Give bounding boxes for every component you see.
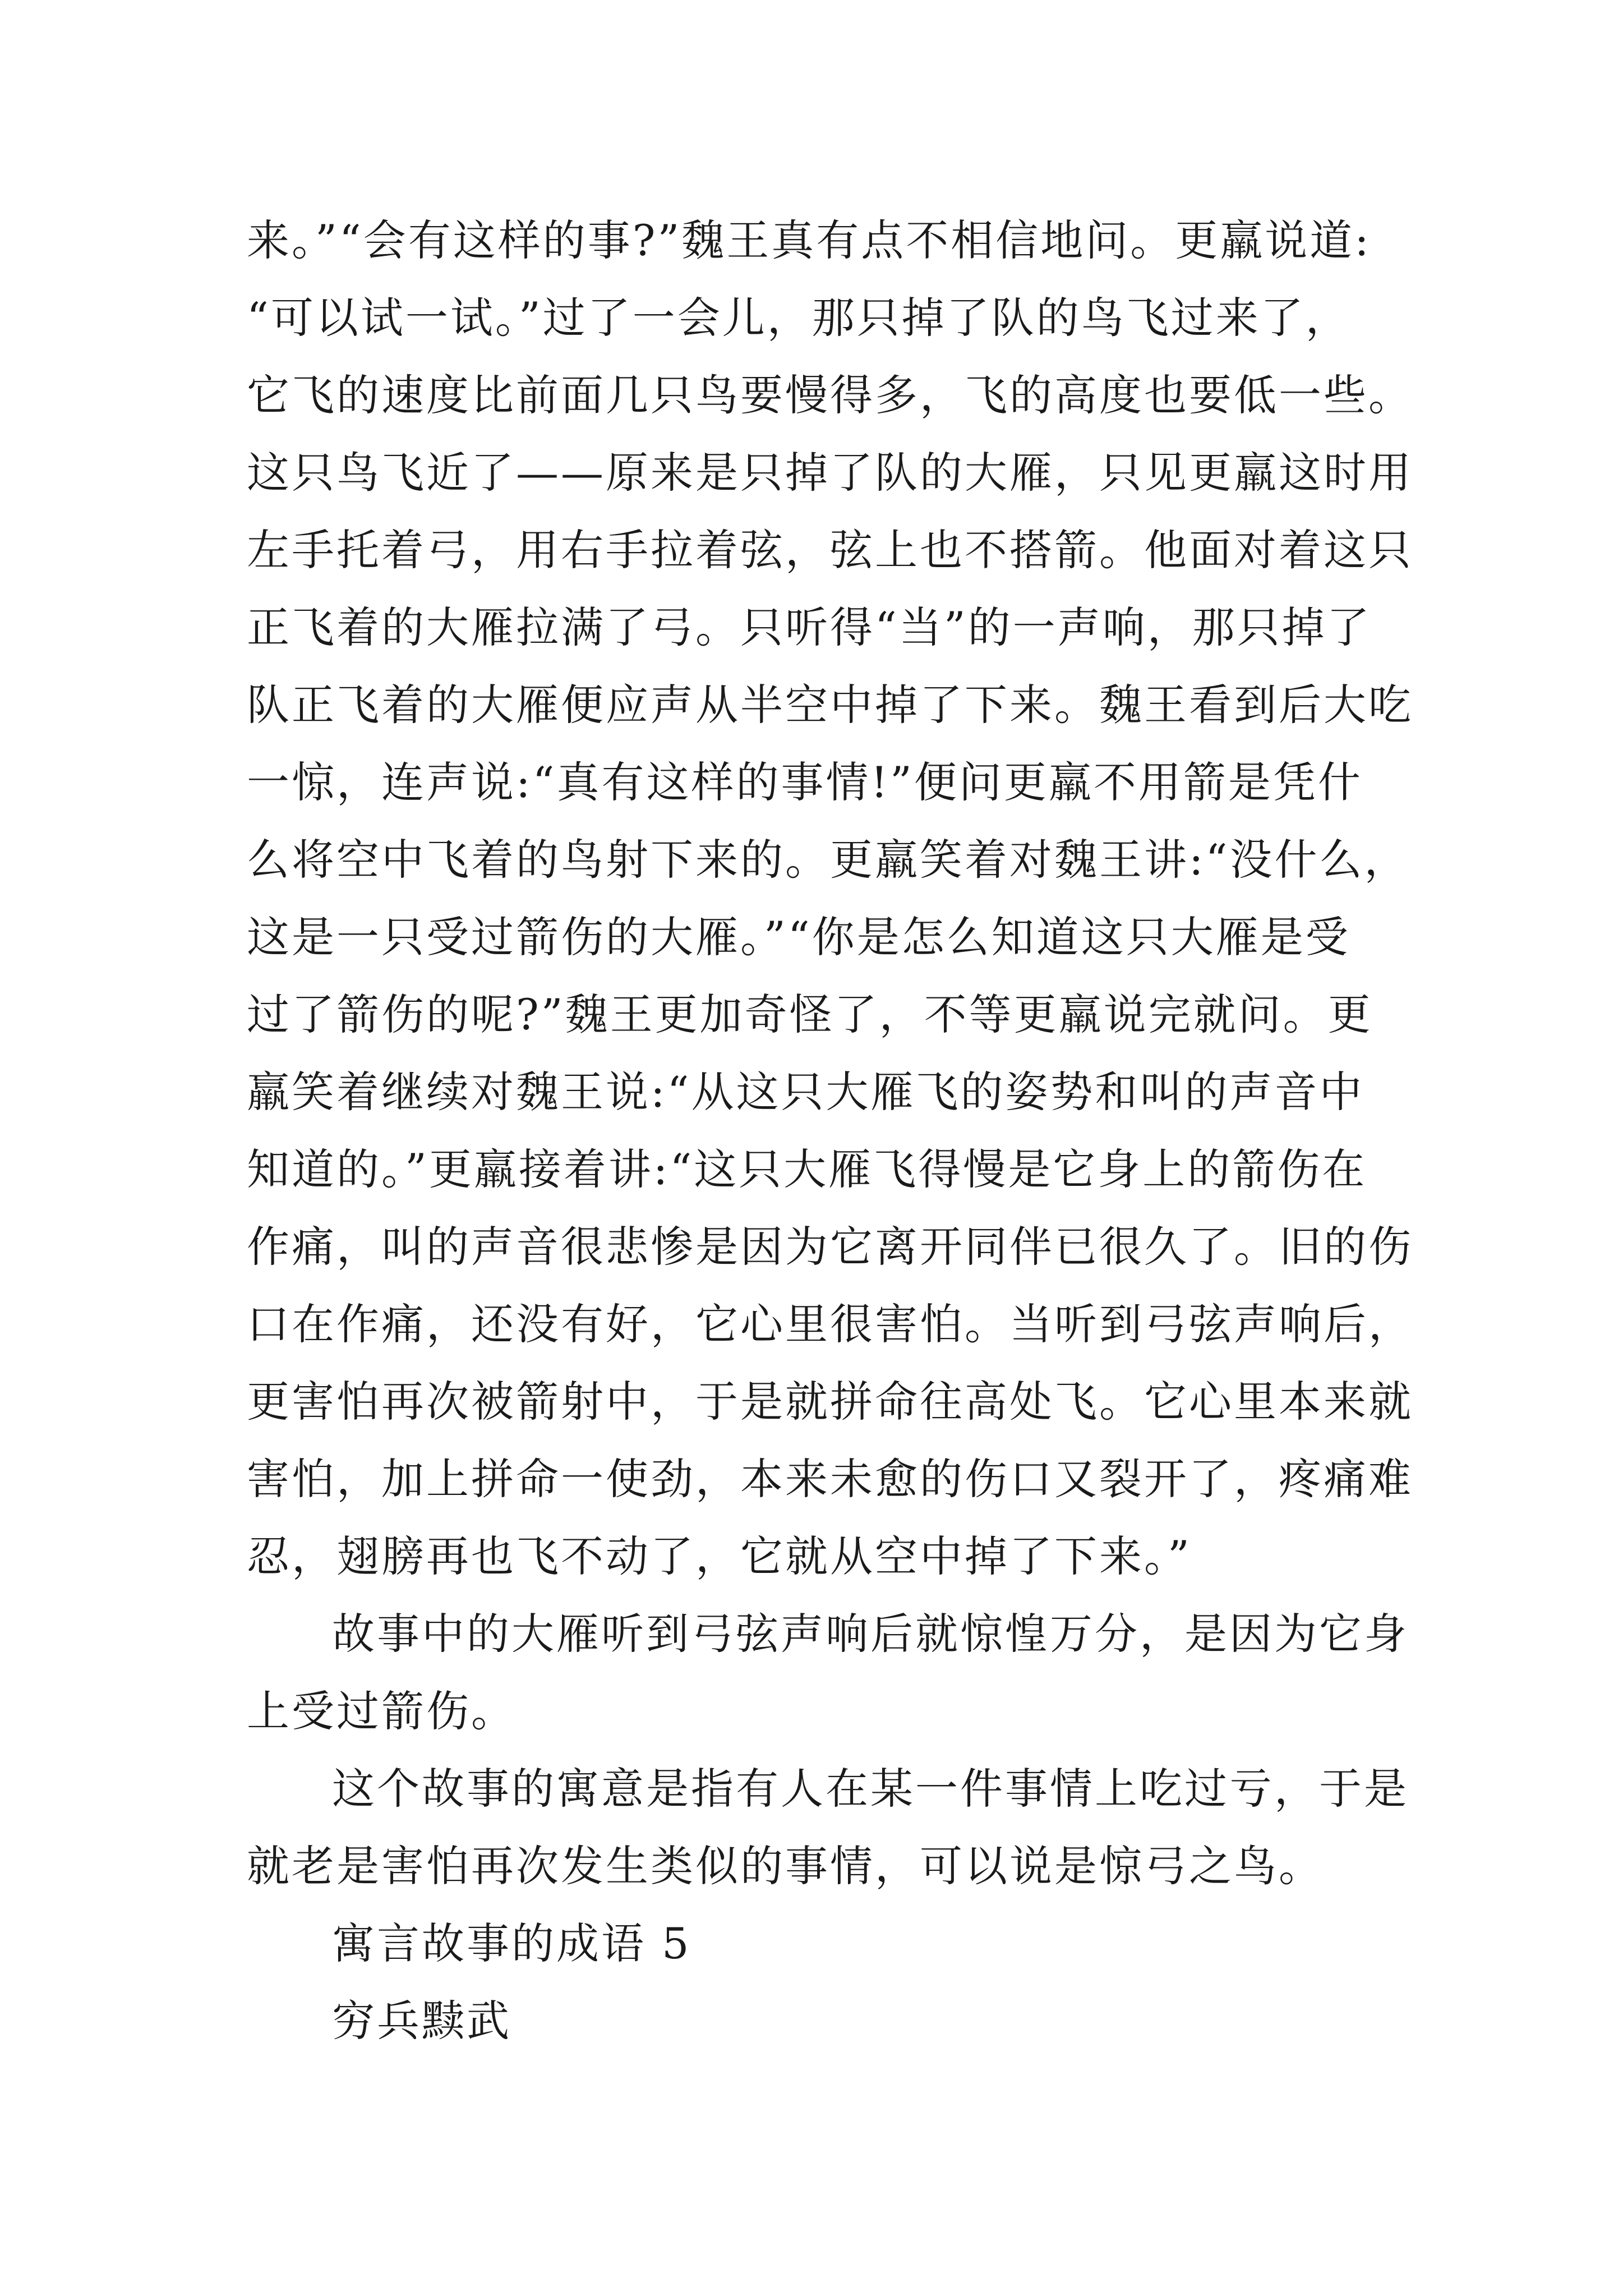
paragraph-moral-line-2: 上受过箭伤。 <box>247 1686 516 1736</box>
text-line-3: 它飞的速度比前面几只鸟要慢得多，飞的高度也要低一些。 <box>247 370 1413 420</box>
idiom-title: 穷兵黩武 <box>332 1996 511 2046</box>
section-heading: 寓言故事的成语 5 <box>332 1918 691 1968</box>
text-line-12: 羸笑着继续对魏王说:“从这只大雁飞的姿势和叫的声音中 <box>247 1067 1364 1117</box>
text-line-10: 这是一只受过箭伤的大雁。”“你是怎么知道这只大雁是受 <box>247 912 1350 962</box>
text-line-16: 更害怕再次被箭射中，于是就拼命往高处飞。它心里本来就 <box>247 1377 1413 1427</box>
paragraph-meaning-line-2: 就老是害怕再次发生类似的事情，可以说是惊弓之鸟。 <box>247 1841 1324 1891</box>
text-line-17: 害怕，加上拼命一使劲，本来未愈的伤口又裂开了，疼痛难 <box>247 1454 1413 1504</box>
text-line-6: 正飞着的大雁拉满了弓。只听得“当”的一声响，那只掉了 <box>247 602 1372 652</box>
text-line-2: “可以试一试。”过了一会儿，那只掉了队的鸟飞过来了， <box>247 293 1350 343</box>
text-line-5: 左手托着弓，用右手拉着弦，弦上也不搭箭。他面对着这只 <box>247 525 1413 575</box>
document-body <box>247 202 1413 2060</box>
text-line-4: 这只鸟飞近了——原来是只掉了队的大雁，只见更羸这时用 <box>247 448 1413 498</box>
text-line-11: 过了箭伤的呢?”魏王更加奇怪了，不等更羸说完就问。更 <box>247 990 1373 1039</box>
text-line-9: 么将空中飞着的鸟射下来的。更羸笑着对魏王讲:“没什么， <box>247 835 1409 885</box>
text-line-8: 一惊，连声说:“真有这样的事情!”便问更羸不用箭是凭什 <box>247 757 1363 807</box>
paragraph-meaning-line-1: 这个故事的寓意是指有人在某一件事情上吃过亏，于是 <box>332 1764 1409 1814</box>
text-line-18: 忍，翅膀再也飞不动了，它就从空中掉了下来。” <box>247 1531 1192 1581</box>
text-line-1: 来。”“会有这样的事?”魏王真有点不相信地问。更羸说道: <box>247 215 1371 265</box>
paragraph-moral-line-1: 故事中的大雁听到弓弦声响后就惊惶万分，是因为它身 <box>332 1609 1409 1659</box>
text-line-14: 作痛，叫的声音很悲惨是因为它离开同伴已很久了。旧的伤 <box>247 1222 1413 1272</box>
text-line-13: 知道的。”更羸接着讲:“这只大雁飞得慢是它身上的箭伤在 <box>247 1144 1367 1194</box>
text-line-7: 队正飞着的大雁便应声从半空中掉了下来。魏王看到后大吃 <box>247 680 1413 730</box>
text-line-15: 口在作痛，还没有好，它心里很害怕。当听到弓弦声响后， <box>247 1299 1413 1349</box>
